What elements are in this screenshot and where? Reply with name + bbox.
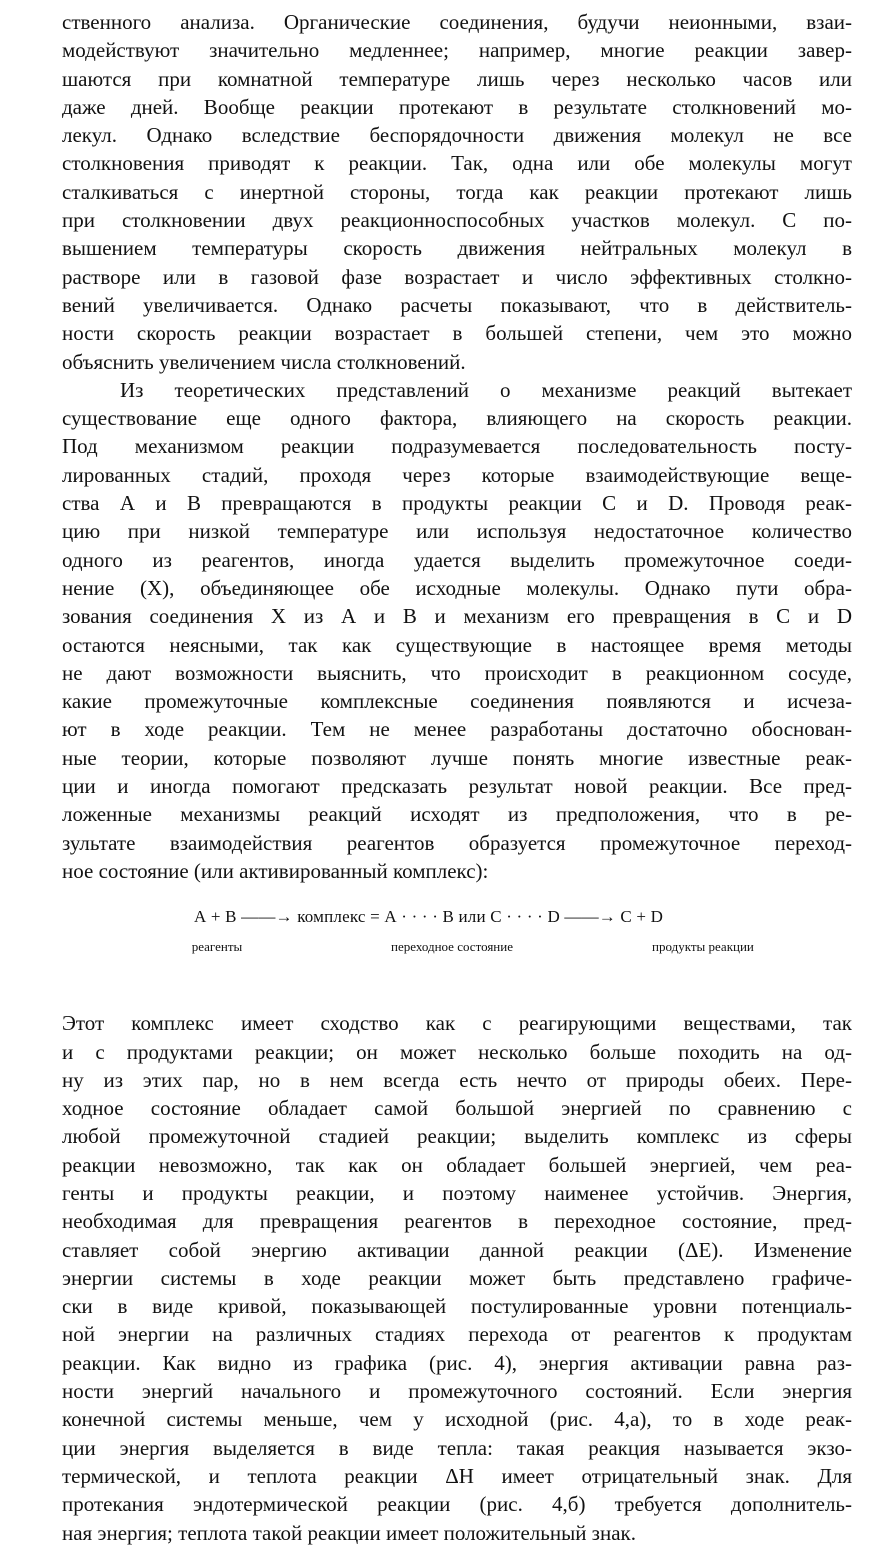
text-line: термической, и теплота реакции ΔH имеет отрицательный знак. Для bbox=[62, 1463, 852, 1488]
reaction-scheme bbox=[62, 901, 852, 993]
text-line: лекул. Однако вследствие беспорядочности движения молекул не все bbox=[62, 123, 852, 148]
text-line: какие промежуточные комплексные соединения появляются и исчеза- bbox=[62, 689, 852, 714]
paragraph-activation-energy bbox=[62, 1009, 852, 1547]
text-line: конечной системы меньше, чем у исходной (рис. 4,а), то в ходе реак- bbox=[62, 1407, 852, 1432]
text-line: ставляет собой энергию активации данной реакции (ΔE). Изменение bbox=[62, 1237, 852, 1262]
text-line: энергии системы в ходе реакции может быть представлено графиче- bbox=[62, 1265, 852, 1290]
text-line: не дают возможности выяснить, что происходит в реакционном сосуде, bbox=[62, 660, 852, 685]
text-line: и с продуктами реакции; он может несколько больше походить на од- bbox=[62, 1039, 852, 1064]
text-line: зования соединения X из А и В и механизм его превращения в С и D bbox=[62, 604, 852, 629]
text-line: ное состояние (или активированный комплекс): bbox=[62, 858, 489, 883]
text-line: ции и иногда помогают предсказать результат новой реакции. Все пред- bbox=[62, 774, 852, 799]
text-line: объяснить увеличением числа столкновений. bbox=[62, 349, 466, 374]
text-line: ной энергии на различных стадиях перехода от реагентов к продуктам bbox=[62, 1322, 852, 1347]
text-line: ходное состояние обладает самой большой энергией по сравнению с bbox=[62, 1096, 852, 1121]
label-transition-state: переходное состояние bbox=[391, 939, 513, 955]
reaction-equation: А + В ——→ комплекс = А · · · · В или С · · · · D ——→ С + D bbox=[194, 907, 664, 927]
label-reagents: реагенты bbox=[191, 939, 243, 955]
text-line: Под механизмом реакции подразумевается последовательность посту- bbox=[62, 434, 852, 459]
text-line: ности энергий начального и промежуточного состояний. Если энергия bbox=[62, 1379, 852, 1404]
text-line: существование еще одного фактора, влияющего на скорость реакции. bbox=[62, 406, 852, 431]
text-line: реакции. Как видно из графика (рис. 4), энергия активации равна раз- bbox=[62, 1350, 852, 1375]
text-line: ложенные механизмы реакций исходят из предположения, что в ре- bbox=[62, 802, 852, 827]
text-line: реакции невозможно, так как он обладает большей энергией, чем реа- bbox=[62, 1152, 852, 1177]
text-line: зультате взаимодействия реагентов образуется промежуточное переход- bbox=[62, 830, 852, 855]
text-line: растворе или в газовой фазе возрастает и число эффективных столкно- bbox=[62, 264, 852, 289]
text-line: вышением температуры скорость движения нейтральных молекул в bbox=[62, 236, 852, 261]
text-line: цию при низкой температуре или используя недостаточное количество bbox=[62, 519, 852, 544]
text-line: необходимая для превращения реагентов в переходное состояние, пред- bbox=[62, 1209, 852, 1234]
text-line: вений увеличивается. Однако расчеты показывают, что в действитель- bbox=[62, 292, 852, 317]
text-line: нение (X), объединяющее обе исходные молекулы. Однако пути обра- bbox=[62, 575, 852, 600]
text-line: ют в ходе реакции. Тем не менее разработаны достаточно обоснован- bbox=[62, 717, 852, 742]
text-line: сталкиваться с инертной стороны, тогда как реакции протекают лишь bbox=[62, 179, 852, 204]
text-line: модействуют значительно медленнее; например, многие реакции завер- bbox=[62, 38, 852, 63]
text-line: даже дней. Вообще реакции протекают в результате столкновений мо- bbox=[62, 94, 852, 119]
page-content bbox=[62, 8, 852, 1547]
text-line: столкновения приводят к реакции. Так, одна или обе молекулы могут bbox=[62, 151, 852, 176]
text-line: лированных стадий, проходя через которые взаимодействующие веще- bbox=[62, 462, 852, 487]
text-line: шаются при комнатной температуре лишь через несколько часов или bbox=[62, 66, 852, 91]
text-line: ски в виде кривой, показывающей постулированные уровни потенциаль- bbox=[62, 1294, 852, 1319]
text-line: ная энергия; теплота такой реакции имеет положительный знак. bbox=[62, 1520, 636, 1545]
text-line: ности скорость реакции возрастает в большей степени, чем это можно bbox=[62, 321, 852, 346]
text-line: ну из этих пар, но в нем всегда есть нечто от природы обеих. Пере- bbox=[62, 1067, 852, 1092]
text-line: ные теории, которые позволяют лучше понять многие известные реак- bbox=[62, 745, 852, 770]
text-line: ства А и В превращаются в продукты реакции С и D. Проводя реак- bbox=[62, 491, 852, 516]
text-line: любой промежуточной стадией реакции; выделить комплекс из сферы bbox=[62, 1124, 852, 1149]
text-line: остаются неясными, так как существующие в настоящее время методы bbox=[62, 632, 852, 657]
text-line: протекания эндотермической реакции (рис. 4,б) требуется дополнитель- bbox=[62, 1492, 852, 1517]
text-line: одного из реагентов, иногда удается выделить промежуточное соеди- bbox=[62, 547, 852, 572]
paragraph-collision-theory bbox=[62, 8, 852, 376]
text-line: ции энергия выделяется в виде тепла: такая реакция называется экзо- bbox=[62, 1435, 852, 1460]
text-line: Этот комплекс имеет сходство как с реагирующими веществами, так bbox=[62, 1011, 852, 1036]
text-line: при столкновении двух реакционноспособных участков молекул. С по- bbox=[62, 208, 852, 233]
label-products: продукты реакции bbox=[652, 939, 754, 955]
paragraph-reaction-mechanism bbox=[62, 376, 852, 885]
text-line: генты и продукты реакции, и поэтому наименее устойчив. Энергия, bbox=[62, 1180, 852, 1205]
text-line: Из теоретических представлений о механизме реакций вытекает bbox=[120, 377, 852, 402]
text-line: ственного анализа. Органические соединения, будучи неионными, взаи- bbox=[62, 10, 852, 34]
